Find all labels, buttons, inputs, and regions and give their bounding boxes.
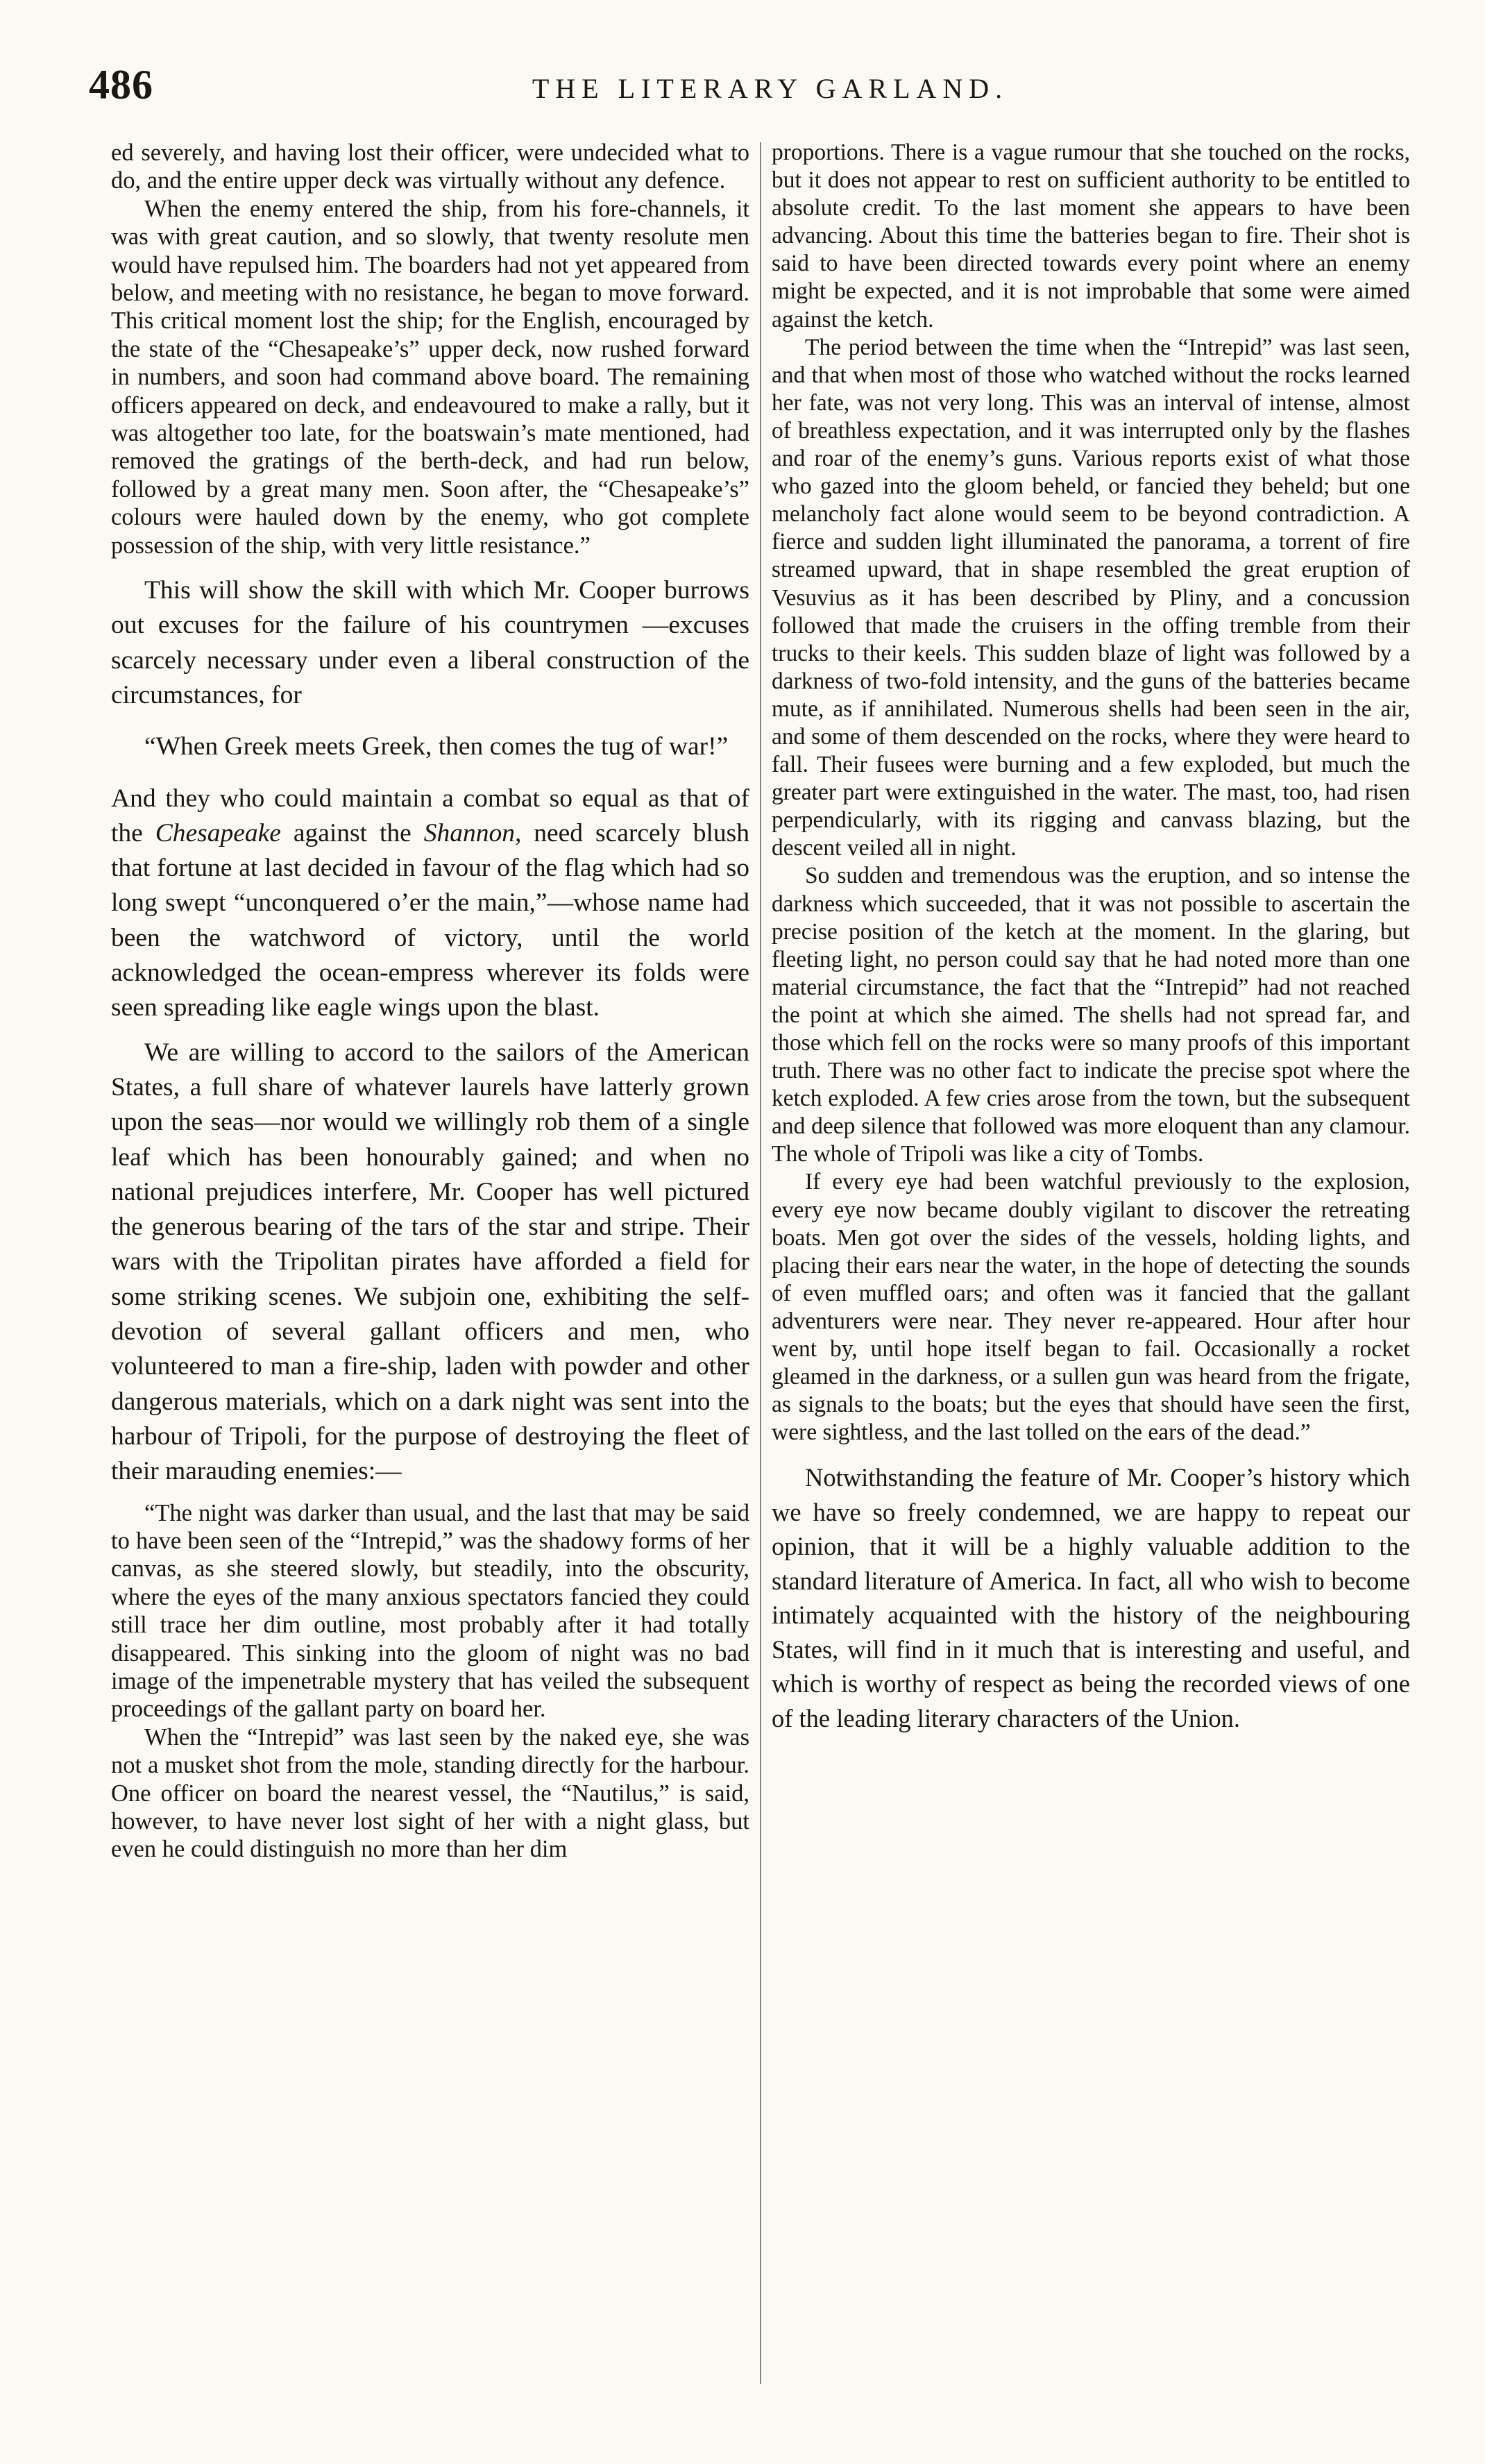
- body-paragraph: This will show the skill with which Mr. Cooper burrows out excuses for the failure of his countrymen —excuses scarcely necessary under even a liberal construction of the circumstances, for: [111, 576, 749, 709]
- left-column: [111, 139, 749, 1864]
- quote-paragraph: If every eye had been watchful previously to the explosion, every eye now became doubly vigilant to discover the retreating boats. Men got over the sides of the vessels, holding lights, and placing their ears near the water, in the hope of detecting the sounds of even muffled oars; and often was it fancied that the gallant adventurers were near. They never re-appeared. Hour after hour went by, until hope itself began to fail. Occasionally a rocket gleamed in the darkness, or a sullen gun was heard from the frigate, as signals to the boats; but the eyes that should have seen the first, were sightless, and the last tolled on the ears of the dead.”: [772, 1169, 1410, 1446]
- body-text-run: need scarcely blush that fortune at last decided in favour of the flag which had so long swept “unconquered o’er the main,”—whose name had been the watchword of victory, until the world acknowledged the ocean-empress wherever its folds were seen spreading like eagle wings upon the blast.: [111, 818, 749, 1022]
- body-paragraph: Notwithstanding the feature of Mr. Cooper’s history which we have so freely condemned, we are happy to repeat our opinion, that it will be a highly valuable addition to the standard literature of America. In fact, all who wish to become intimately acquainted with the history of the neighbouring States, will find in it much that is interesting and useful, and which is worthy of respect as being the recorded views of one of the leading literary characters of the Union.: [772, 1463, 1410, 1732]
- ship-name: Chesapeake: [155, 818, 281, 847]
- running-head: THE LITERARY GARLAND.: [532, 73, 1009, 104]
- ship-name: Shannon,: [423, 818, 522, 847]
- right-column: [772, 139, 1410, 1735]
- quoted-passage-continued: [772, 139, 1410, 1446]
- body-text-run: against the: [280, 818, 424, 847]
- body-paragraph: [111, 782, 749, 1026]
- quote-paragraph: So sudden and tremendous was the eruption, and so intense the darkness which succeeded, that it was not possible to ascertain the precise position of the ketch at the moment. In the glaring, but fleeting light, no person could say that he had noted more than one material circumstance, the fact that the “Intrepid” had not reached the point at which she aimed. The shells had not spread far, and those which fell on the rocks were so many proofs of this important truth. There was no other fact to indicate the precise spot where the ketch exploded. A few cries arose from the town, but the subsequent and deep silence that followed was more eloquent than any clamour. The whole of Tripoli was like a city of Tombs.: [772, 863, 1410, 1167]
- paragraph-gap: [111, 1490, 749, 1499]
- page-number: 486: [89, 62, 153, 108]
- quoted-passage-intrepid: [111, 1499, 749, 1864]
- quote-paragraph: “The night was darker than usual, and the last that may be said to have been seen of the “Intrepid,” was the shadowy forms of her canvas, as she steered slowly, but steadily, into the obscurity, where the eyes of the many anxious spectators fancied they could still trace her dim outline, most probably after it had totally disappeared. This sinking into the gloom of night was no bad image of the impenetrable mystery that has veiled the subsequent proceedings of the gallant party on board her.: [111, 1499, 749, 1723]
- body-text-run: And they who could maintain a combat so equal as that of the: [111, 784, 749, 847]
- quote-paragraph: When the “Intrepid” was last seen by the naked eye, she was not a musket shot from the mole, standing directly for the harbour. One officer on board the nearest vessel, the “Nautilus,” is said, however, to have never lost sight of her with a night glass, but even he could distinguish no more than her dim: [111, 1723, 749, 1863]
- verse-line: “When Greek meets Greek, then comes the tug of war!”: [144, 732, 729, 761]
- quote-paragraph: The period between the time when the “Intrepid” was last seen, and that when most of those who watched without the rocks learned her fate, was not very long. This was an interval of intense, almost of breathless expectation, and it was interrupted only by the flashes and roar of the enemy’s guns. Various reports exist of what those who gazed into the gloom beheld, or fancied they beheld; but one melancholy fact alone would seem to be beyond contradiction. A fierce and sudden light illuminated the panorama, a torrent of fire streamed upward, that in shape resembled the great eruption of Vesuvius as it has been described by Pliny, and a concussion followed that made the cruisers in the offing tremble from their trucks to their keels. This sudden blaze of light was followed by a darkness of two-fold intensity, and the guns of the batteries became mute, as if annihilated. Numerous shells had been seen in the air, and some of them descended on the rocks, where they were heard to fall. Their fusees were burning and a few exploded, but much the greater part were extinguished in the water. The mast, too, had risen perpendicularly, with its rigging and canvass blazing, but the descent veiled all in night.: [772, 334, 1410, 861]
- paragraph-gap: [111, 559, 749, 573]
- column-rule: [760, 142, 761, 2384]
- verse-quote: [111, 729, 749, 764]
- paragraph-gap: [111, 1026, 749, 1036]
- paragraph-gap: [772, 1446, 1410, 1460]
- quoted-passage-chesapeake: [111, 139, 749, 559]
- quote-paragraph: ed severely, and having lost their officer, were undecided what to do, and the entire upper deck was virtually without any defence.: [111, 140, 749, 194]
- commentary: [111, 573, 749, 1489]
- body-paragraph: We are willing to accord to the sailors of the American States, a full share of whatever laurels have latterly grown upon the seas—nor would we willingly rob them of a single leaf which has been honourably gained; and when no national prejudices interfere, Mr. Cooper has well pictured the generous bearing of the tars of the star and stripe. Their wars with the Tripolitan pirates have afforded a field for some striking scenes. We subjoin one, exhibiting the self-devotion of several gallant officers and men, who volunteered to man a fire-ship, laden with powder and other dangerous materials, which on a dark night was sent into the harbour of Tripoli, for the purpose of destroying the fleet of their marauding enemies:—: [111, 1038, 749, 1486]
- quote-paragraph: proportions. There is a vague rumour that she touched on the rocks, but it does not appear to rest on sufficient authority to be entitled to absolute credit. To the last moment she appears to have been advancing. About this time the batteries began to fire. Their shot is said to have been directed towards every point where an enemy might be expected, and it is not improbable that some were aimed against the ketch.: [772, 140, 1410, 332]
- quote-paragraph: When the enemy entered the ship, from his fore-channels, it was with great caution, and so slowly, that twenty resolute men would have repulsed him. The boarders had not yet appeared from below, and meeting with no resistance, he began to move forward. This critical moment lost the ship; for the English, encouraged by the state of the “Chesapeake’s” upper deck, now rushed forward in numbers, and soon had command above board. The remaining officers appeared on deck, and endeavoured to make a rally, but it was altogether too late, for the boatswain’s mate mentioned, had removed the gratings of the berth-deck, and had run below, followed by a great many men. Soon after, the “Chesapeake’s” colours were hauled down by the enemy, who got complete possession of the ship, with very little resistance.”: [111, 195, 749, 559]
- closing-commentary: [772, 1460, 1410, 1735]
